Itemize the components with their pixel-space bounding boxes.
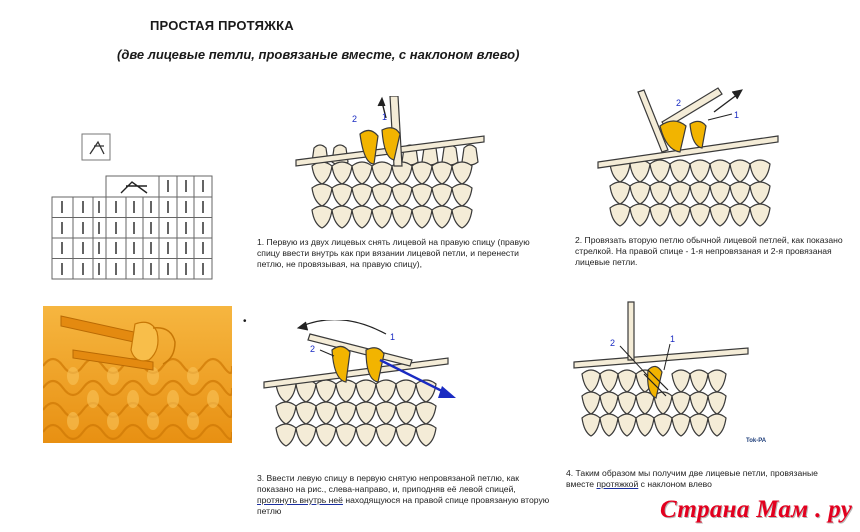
chart-symbols [62,180,203,275]
knitted-sample-photo [43,306,232,443]
step-4-caption [566,468,826,490]
knitting-chart [46,130,226,290]
author-credit: Tok-PA [746,438,767,444]
step-3-caption [257,473,552,517]
label-1: 1 [670,334,676,344]
step-4-underlined: протяжкой [596,479,639,489]
label-1: 1 [734,110,740,120]
label-2: 2 [610,338,616,348]
page-title: ПРОСТАЯ ПРОТЯЖКА [150,18,294,33]
step-3-text-a: 3. Ввести левую спицу в первую снятую непровязаной петлю, как показано на рис., слева-направо, и, приподняв её левой спицей, [257,473,520,494]
chart-grid [52,176,212,279]
label-1: 1 [382,112,388,122]
step-3-text-b: находящуюся на правой спице провязаную вторую петлю [257,495,550,516]
page-subtitle: (две лицевые петли, провязаные вместе, с наклоном влево) [117,47,520,62]
step-3-illustration [262,320,462,456]
step-4-illustration [572,300,750,460]
step-4-text-a: 4. Таким образом мы получим две лицевые петли, провязаные вместе [566,468,818,489]
stray-dot: • [243,316,247,327]
label-2: 2 [310,344,316,354]
step-4-text-b: с наклоном влево [638,479,712,489]
step-1-illustration [294,96,490,232]
site-watermark: Страна Мам . ру [660,496,853,523]
decrease-symbol-legend [82,134,110,160]
step-2-illustration [596,86,782,230]
label-2: 2 [352,114,358,124]
label-2: 2 [676,98,682,108]
step-2-caption: 2. Провязать вторую петлю обычной лицевой петлей, как показано стрелкой. На правой спице - 1-я непровязаная и 2-я провязаная лицевые петли. [575,235,843,267]
label-1: 1 [390,332,396,342]
step-1-caption: 1. Первую из двух лицевых снять лицевой на правую спицу (правую спицу ввести внутрь как при вязании лицевой петли, и перенести петлю, не провязывая, на правую спицу), [257,237,530,269]
step-3-underlined: протянуть внутрь неё [257,495,343,505]
